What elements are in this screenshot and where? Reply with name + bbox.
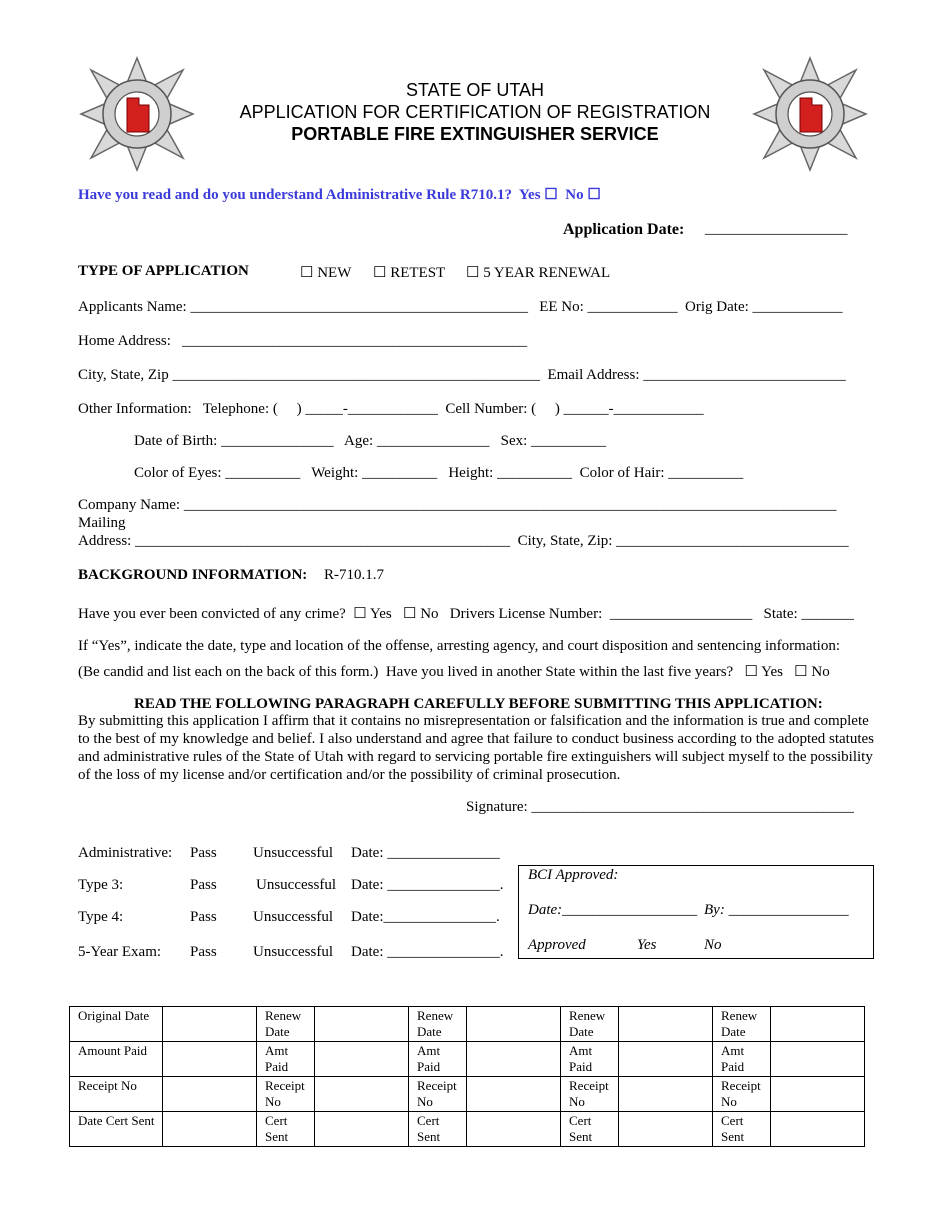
header-application: APPLICATION FOR CERTIFICATION OF REGISTRATION <box>239 102 711 122</box>
table-cell[interactable] <box>467 1042 561 1077</box>
table-cell[interactable] <box>771 1112 865 1147</box>
header-state: STATE OF UTAH <box>406 80 544 100</box>
mailing-address-row[interactable]: Address: __________________________________________________ City, State, Zip: _______________________________ <box>78 533 849 549</box>
physical-row[interactable]: Color of Eyes: __________ Weight: __________ Height: __________ Color of Hair: __________ <box>134 465 744 481</box>
exam-label: Administrative: <box>78 845 173 861</box>
table-cell: Amt Paid <box>561 1042 619 1077</box>
table-cell: Receipt No <box>257 1077 315 1112</box>
home-address-row[interactable]: Home Address: ______________________________________________ <box>78 333 528 349</box>
table-cell: Receipt No <box>70 1077 163 1112</box>
exam-label: Type 4: <box>78 909 124 925</box>
exam-pass[interactable]: Pass <box>190 909 217 925</box>
table-cell: Amt Paid <box>257 1042 315 1077</box>
applicant-row[interactable]: Applicants Name: _____________________________________________ EE No: ____________ Orig Date: ____________ <box>78 299 843 315</box>
table-cell[interactable] <box>467 1077 561 1112</box>
table-cell[interactable] <box>315 1077 409 1112</box>
table-cell: Receipt No <box>409 1077 467 1112</box>
table-row <box>70 1112 865 1147</box>
exam-label: 5-Year Exam: <box>78 944 162 960</box>
table-cell: Cert Sent <box>409 1112 467 1147</box>
table-cell[interactable] <box>467 1112 561 1147</box>
bci-by-field[interactable]: By: ________________ <box>704 902 849 918</box>
bci-yes-option[interactable]: Yes <box>637 937 657 953</box>
mailing-label: Mailing <box>78 515 126 531</box>
rule-question[interactable]: Have you read and do you understand Administrative Rule R710.1? Yes ☐ No ☐ <box>78 187 601 203</box>
exam-date[interactable]: Date: _______________ <box>351 845 500 861</box>
table-cell[interactable] <box>315 1007 409 1042</box>
bci-date-field[interactable]: Date:__________________ <box>528 902 698 918</box>
statement-body: By submitting this application I affirm that it contains no misrepresentation or falsification and the information is true and complete to the best of my knowledge and belief. I also understand and agree that failure to conduct business according to the adopted statutes and administrative rules of the State of Utah with regard to servicing portable fire extinguishers will subject myself to the possibility of the loss of my license and/or certification and/or the possibility of criminal prosecution. <box>78 713 875 783</box>
new-checkbox[interactable]: ☐ NEW <box>300 265 352 281</box>
bci-approval-box <box>518 865 874 959</box>
table-cell[interactable] <box>771 1042 865 1077</box>
exam-unsuccessful[interactable]: Unsuccessful <box>253 909 333 925</box>
bci-approved-label: BCI Approved: <box>528 867 619 883</box>
phone-row[interactable]: Other Information: Telephone: ( ) _____-____________ Cell Number: ( ) ______-____________ <box>78 401 704 417</box>
table-cell: Cert Sent <box>561 1112 619 1147</box>
renewal-checkbox[interactable]: ☐ 5 YEAR RENEWAL <box>466 265 611 281</box>
city-email-row[interactable]: City, State, Zip _________________________________________________ Email Address: ___________________________ <box>78 367 846 383</box>
exam-unsuccessful[interactable]: Unsuccessful <box>253 944 333 960</box>
table-cell[interactable] <box>771 1007 865 1042</box>
table-cell: Amt Paid <box>713 1042 771 1077</box>
table-cell: Renew Date <box>561 1007 619 1042</box>
table-cell: Cert Sent <box>257 1112 315 1147</box>
table-cell: Amt Paid <box>409 1042 467 1077</box>
table-cell: Original Date <box>70 1007 163 1042</box>
exam-unsuccessful[interactable]: Unsuccessful <box>256 877 336 893</box>
table-cell[interactable] <box>619 1007 713 1042</box>
application-date-field[interactable]: ___________________ <box>705 221 848 237</box>
table-cell[interactable] <box>771 1077 865 1112</box>
application-date-label: Application Date: <box>563 221 685 238</box>
bci-no-option[interactable]: No <box>704 937 722 953</box>
table-cell: Renew Date <box>409 1007 467 1042</box>
dob-row[interactable]: Date of Birth: _______________ Age: _______________ Sex: __________ <box>134 433 607 449</box>
table-cell[interactable] <box>163 1112 257 1147</box>
retest-checkbox[interactable]: ☐ RETEST <box>373 265 446 281</box>
table-row <box>70 1042 865 1077</box>
table-cell: Date Cert Sent <box>70 1112 163 1147</box>
table-cell[interactable] <box>467 1007 561 1042</box>
exam-date[interactable]: Date:_______________. <box>351 909 500 925</box>
fee-record-table <box>69 1006 865 1147</box>
exam-label: Type 3: <box>78 877 124 893</box>
other-state-row[interactable]: (Be candid and list each on the back of this form.) Have you lived in another State within the last five years? ☐ Yes ☐ No <box>78 664 830 680</box>
table-cell: Receipt No <box>561 1077 619 1112</box>
statement-heading: READ THE FOLLOWING PARAGRAPH CAREFULLY BEFORE SUBMITTING THIS APPLICATION: <box>134 696 823 712</box>
if-yes-text: If “Yes”, indicate the date, type and location of the offense, arresting agency, and court disposition and sentencing information: <box>78 638 840 654</box>
table-cell: Renew Date <box>713 1007 771 1042</box>
page-title: PORTABLE FIRE EXTINGUISHER SERVICE <box>291 124 659 144</box>
exam-pass[interactable]: Pass <box>190 845 217 861</box>
exam-pass[interactable]: Pass <box>190 944 217 960</box>
table-cell[interactable] <box>163 1077 257 1112</box>
table-row <box>70 1007 865 1042</box>
exam-date[interactable]: Date: _______________. <box>351 877 504 893</box>
table-cell[interactable] <box>315 1112 409 1147</box>
table-cell: Cert Sent <box>713 1112 771 1147</box>
table-cell[interactable] <box>163 1042 257 1077</box>
exam-unsuccessful[interactable]: Unsuccessful <box>253 845 333 861</box>
table-cell: Renew Date <box>257 1007 315 1042</box>
exam-date[interactable]: Date: _______________. <box>351 944 504 960</box>
table-cell[interactable] <box>315 1042 409 1077</box>
table-row <box>70 1077 865 1112</box>
type-of-application-label: TYPE OF APPLICATION <box>78 263 249 279</box>
background-rule: R-710.1.7 <box>324 567 384 583</box>
table-cell: Receipt No <box>713 1077 771 1112</box>
table-cell[interactable] <box>619 1112 713 1147</box>
signature-field[interactable]: Signature: ___________________________________________ <box>466 799 854 815</box>
table-cell[interactable] <box>163 1007 257 1042</box>
company-row[interactable]: Company Name: _______________________________________________________________________________________ <box>78 497 837 513</box>
conviction-row[interactable]: Have you ever been convicted of any crime? ☐ Yes ☐ No Drivers License Number: ___________________ State: _______ <box>78 606 854 622</box>
table-cell: Amount Paid <box>70 1042 163 1077</box>
table-cell[interactable] <box>619 1077 713 1112</box>
background-heading: BACKGROUND INFORMATION: <box>78 567 308 583</box>
table-cell[interactable] <box>619 1042 713 1077</box>
exam-pass[interactable]: Pass <box>190 877 217 893</box>
bci-approved-row-label: Approved <box>528 937 586 953</box>
